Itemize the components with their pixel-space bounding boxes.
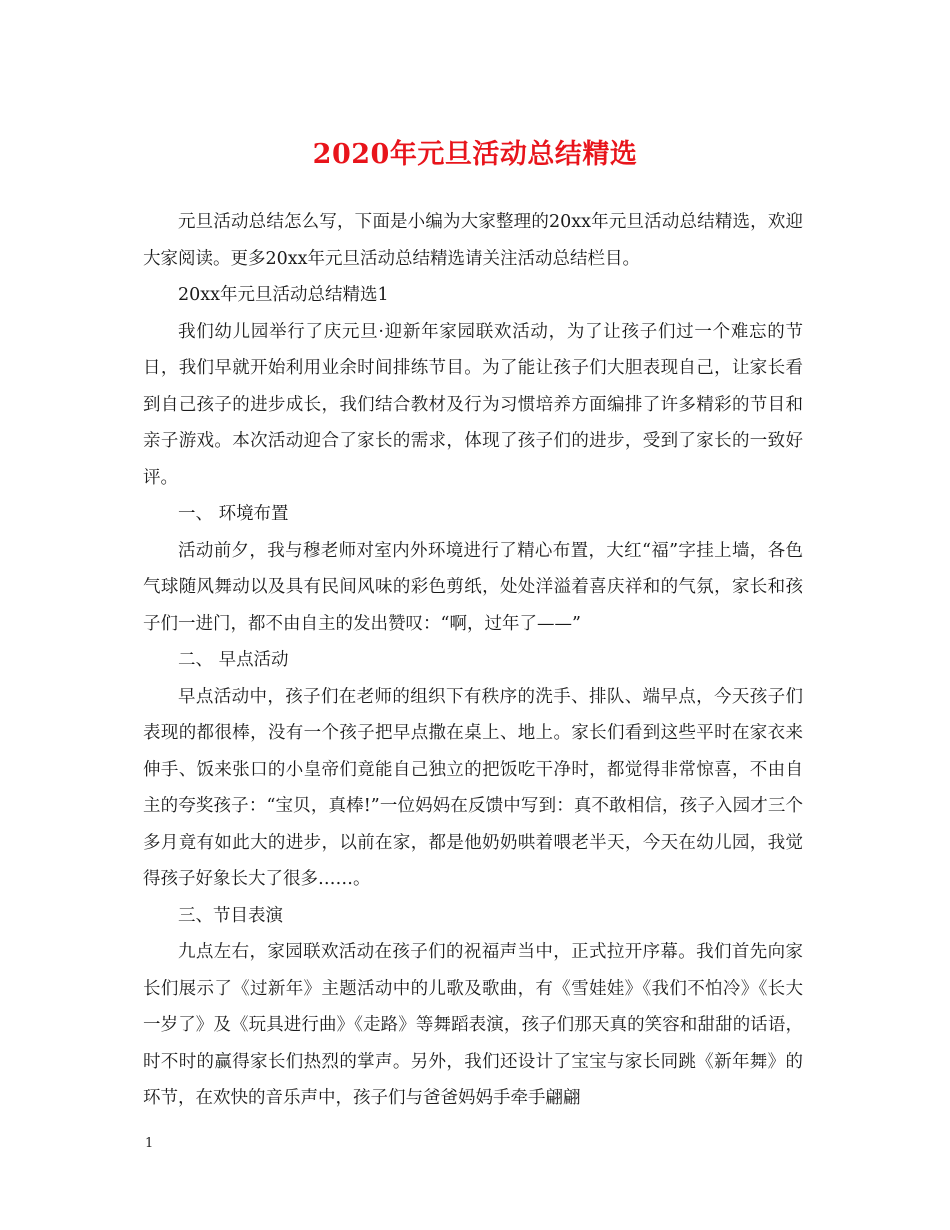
body-paragraph: 活动前夕，我与穆老师对室内外环境进行了精心布置，大红“福”字挂上墙，各色气球随风舞动以及具有民间风味的彩色剪纸，处处洋溢着喜庆祥和的气氛，家长和孩子们一进门，都不由自主的发出赞叹：“啊，过年了——” [143,540,803,634]
subheading-performance: 三、节目表演 [178,905,283,926]
body-paragraph: 早点活动中，孩子们在老师的组织下有秩序的洗手、排队、端早点，今天孩子们表现的都很棒，没有一个孩子把早点撒在桌上、地上。家长们看到这些平时在家衣来伸手、饭来张口的小皇帝们竟能自己独立的把饭吃干净时，都觉得非常惊喜，不由自主的夸奖孩子：“宝贝，真棒!”一位妈妈在反馈中写到：真不敢相信，孩子入园才三个多月竟有如此大的进步，以前在家，都是他奶奶哄着喂老半天，今天在幼儿园，我觉得孩子好象长大了很多……。 [143,686,803,889]
subheading-environment: 一、 环境布置 [178,504,289,524]
document-title: 2020年元旦活动总结精选 [312,139,638,170]
body-paragraph: 我们幼儿园举行了庆元旦·迎新年家园联欢活动，为了让孩子们过一个难忘的节日，我们早就开始利用业余时间排练节目。为了能让孩子们大胆表现自己，让家长看到自己孩子的进步成长，我们结合教材及行为习惯培养方面编排了许多精彩的节目和亲子游戏。本次活动迎合了家长的需求，体现了孩子们的进步，受到了家长的一致好评。 [143,321,803,488]
intro-paragraph: 元旦活动总结怎么写，下面是小编为大家整理的20xx年元旦活动总结精选，欢迎大家阅读。更多20xx年元旦活动总结精选请关注活动总结栏目。 [143,212,803,269]
section-heading-1: 20xx年元旦活动总结精选1 [178,285,389,305]
page-number: 1 [145,1136,154,1151]
body-paragraph: 九点左右，家园联欢活动在孩子们的祝福声当中，正式拉开序幕。我们首先向家长们展示了《过新年》主题活动中的儿歌及歌曲，有《雪娃娃》《我们不怕冷》《长大一岁了》及《玩具进行曲》《走路》等舞蹈表演，孩子们那天真的笑容和甜甜的话语，时不时的赢得家长们热烈的掌声。另外，我们还设计了宝宝与家长同跳《新年舞》的环节，在欢快的音乐声中，孩子们与爸爸妈妈手牵手翩翩 [143,942,803,1108]
document-body [143,204,803,1117]
subheading-breakfast: 二、 早点活动 [178,650,289,670]
